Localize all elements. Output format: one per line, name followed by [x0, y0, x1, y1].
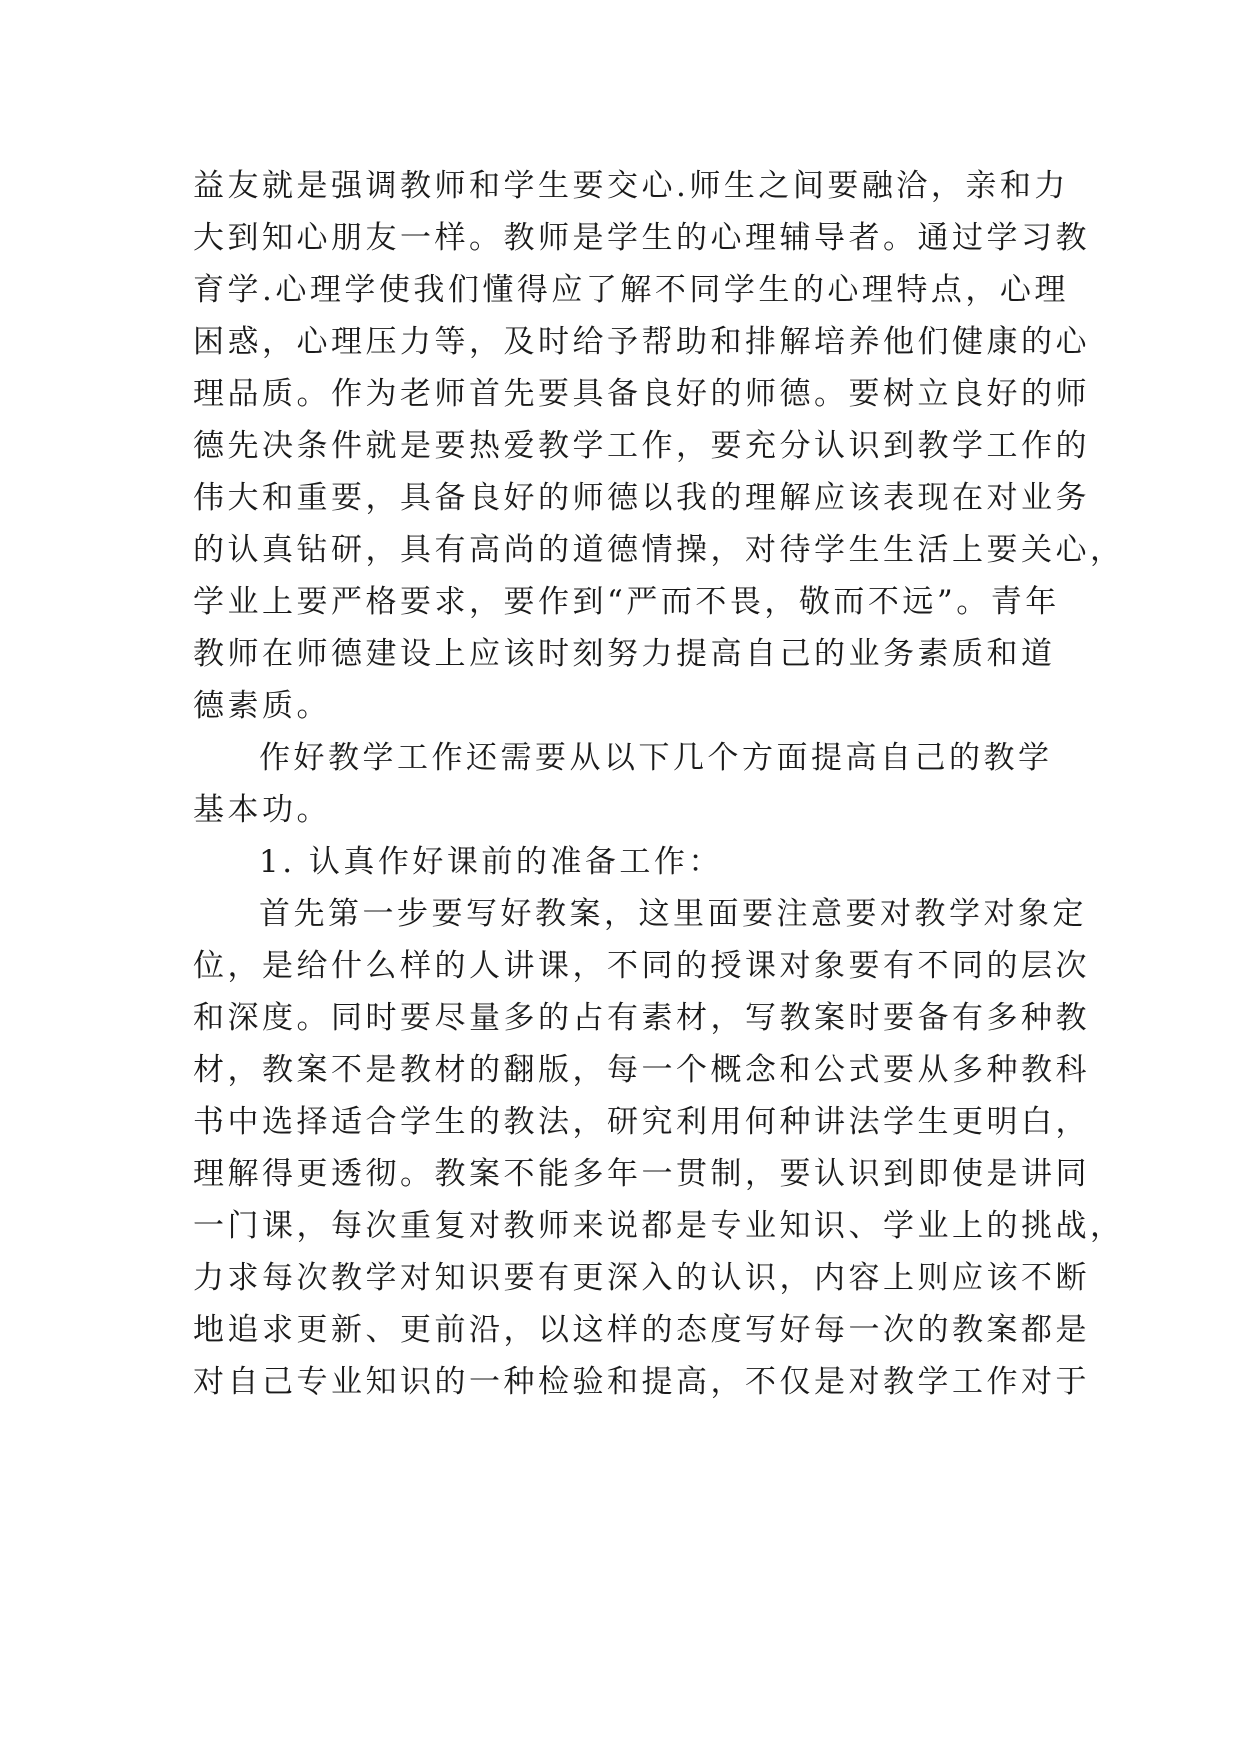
text-line: 力求每次教学对知识要有更深入的认识，内容上则应该不断	[193, 1260, 1090, 1296]
text-line: 基本功。	[193, 792, 331, 828]
text-line: 大到知心朋友一样。教师是学生的心理辅导者。通过学习教	[193, 220, 1090, 256]
text-line: 材，教案不是教材的翻版，每一个概念和公式要从多种教科	[193, 1052, 1090, 1088]
text-line: 学业上要严格要求，要作到“严而不畏，敬而不远”。青年	[193, 584, 1060, 620]
text-line: 伟大和重要，具备良好的师德以我的理解应该表现在对业务	[193, 480, 1090, 516]
text-line: 教师在师德建设上应该时刻努力提高自己的业务素质和道	[193, 636, 1056, 672]
text-line: 理品质。作为老师首先要具备良好的师德。要树立良好的师	[193, 376, 1090, 412]
text-line: 德素质。	[193, 688, 331, 724]
text-line: 和深度。同时要尽量多的占有素材，写教案时要备有多种教	[193, 1000, 1090, 1036]
text-line: 的认真钻研，具有高尚的道德情操，对待学生生活上要关心，	[193, 532, 1125, 568]
text-line: 作好教学工作还需要从以下几个方面提高自己的教学	[259, 740, 1053, 776]
section-heading: 1. 认真作好课前的准备工作：	[259, 844, 723, 880]
body-text	[193, 160, 1125, 1408]
text-line: 育学.心理学使我们懂得应了解不同学生的心理特点，心理	[193, 272, 1069, 308]
text-line: 益友就是强调教师和学生要交心.师生之间要融洽，亲和力	[193, 168, 1069, 204]
text-line: 理解得更透彻。教案不能多年一贯制，要认识到即使是讲同	[193, 1156, 1090, 1192]
text-line: 位，是给什么样的人讲课，不同的授课对象要有不同的层次	[193, 948, 1090, 984]
text-line: 对自己专业知识的一种检验和提高，不仅是对教学工作对于	[193, 1364, 1090, 1400]
text-line: 书中选择适合学生的教法，研究利用何种讲法学生更明白，	[193, 1104, 1090, 1140]
text-line: 困惑，心理压力等，及时给予帮助和排解培养他们健康的心	[193, 324, 1090, 360]
text-line: 德先决条件就是要热爱教学工作，要充分认识到教学工作的	[193, 428, 1090, 464]
text-line: 地追求更新、更前沿，以这样的态度写好每一次的教案都是	[193, 1312, 1090, 1348]
text-line: 首先第一步要写好教案，这里面要注意要对教学对象定	[259, 896, 1087, 932]
text-line: 一门课，每次重复对教师来说都是专业知识、学业上的挑战，	[193, 1208, 1125, 1244]
